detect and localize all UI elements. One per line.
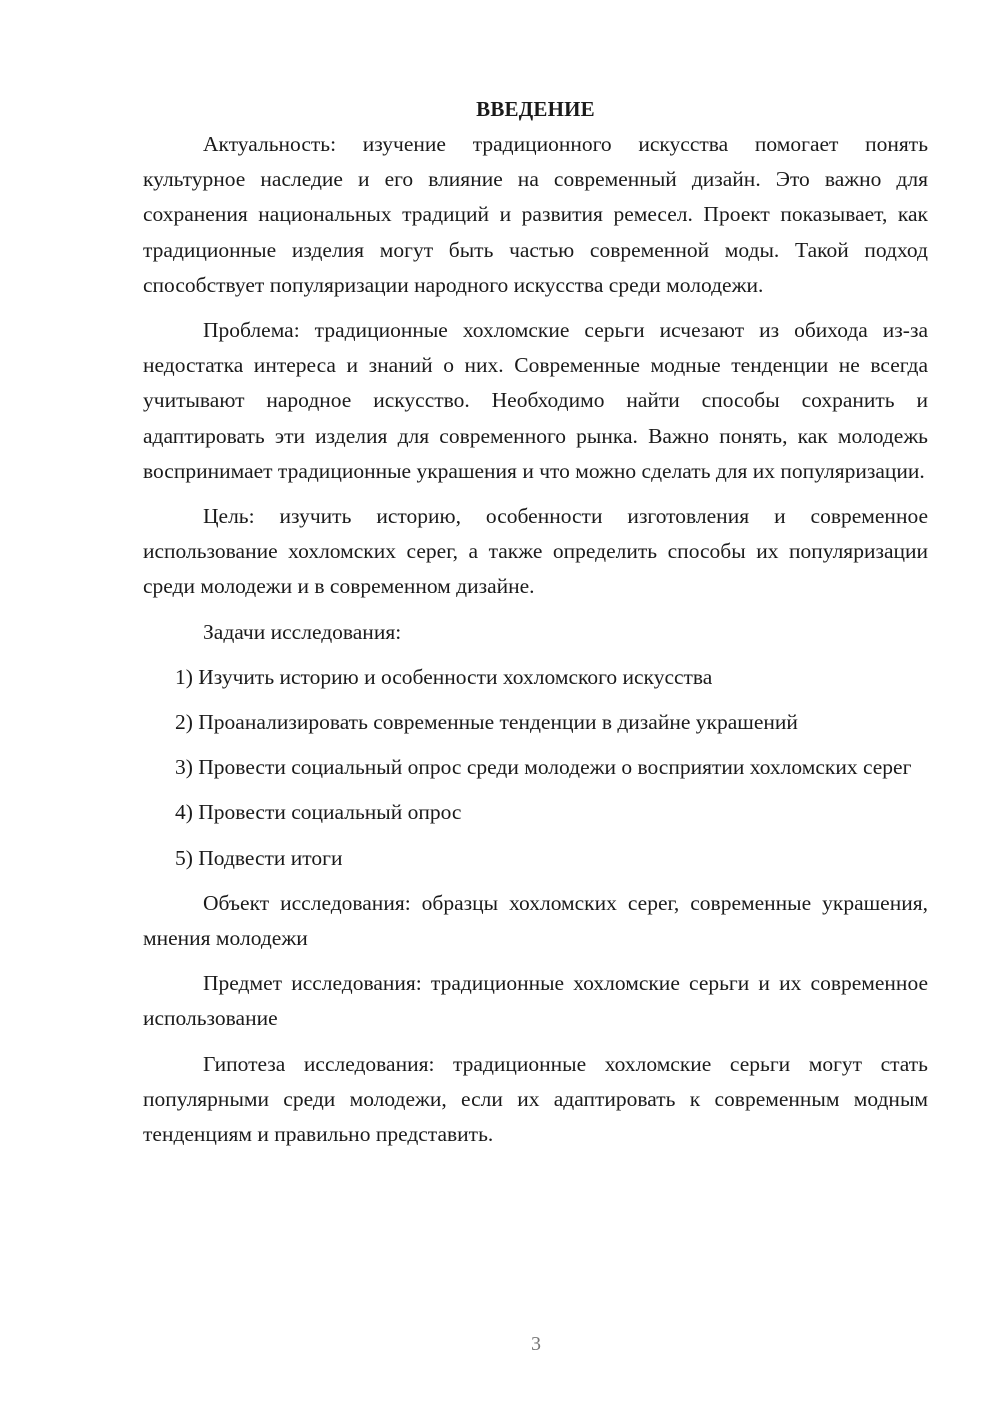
paragraph-goal: Цель: изучить историю, особенности изготовления и современное использование хохломских серег, а также определить способы их популяризации среди молодежи и в современном дизайне. (143, 504, 928, 599)
document-heading: ВВЕДЕНИЕ (476, 97, 595, 121)
paragraph-subject: Предмет исследования: традиционные хохломские серьги и их современное использование (143, 971, 928, 1031)
list-item: 5) Подвести итоги (175, 845, 343, 870)
list-item: 1) Изучить историю и особенности хохломского искусства (175, 664, 713, 689)
document-page (143, 92, 928, 1162)
tasks-list (143, 660, 928, 876)
paragraph-hypothesis: Гипотеза исследования: традиционные хохломские серьги могут стать популярными среди молодежи, если их адаптировать к современным модным тенденциям и правильно представить. (143, 1051, 928, 1147)
list-item: 3) Провести социальный опрос среди молодежи о восприятии хохломских серег (175, 755, 912, 780)
page-number: 3 (531, 1333, 541, 1355)
paragraph-object: Объект исследования: образцы хохломских серег, современные украшения, мнения молодежи (143, 890, 928, 951)
list-item: 2) Проанализировать современные тенденции в дизайне украшений (175, 710, 798, 735)
paragraph-tasks-title: Задачи исследования: (203, 619, 402, 644)
paragraph-relevance: Актуальность: изучение традиционного искусства помогает понять культурное наследие и его влияние на современный дизайн. Это важно для сохранения национальных традиций и развития ремесел. Проект показывает, как традиционные изделия могут быть частью современной моды. Такой подход способствует популяризации народного искусства среди молодежи. (143, 132, 928, 297)
paragraph-problem: Проблема: традиционные хохломские серьги исчезают из обихода из-за недостатка интереса и знаний о них. Современные модные тенденции не всегда учитывают народное искусство. Необходимо найти способы сохранить и адаптировать эти изделия для современного рынка. Важно понять, как молодежь воспринимает традиционные украшения и что можно сделать для их популяризации. (143, 318, 928, 483)
list-item: 4) Провести социальный опрос (175, 800, 462, 825)
